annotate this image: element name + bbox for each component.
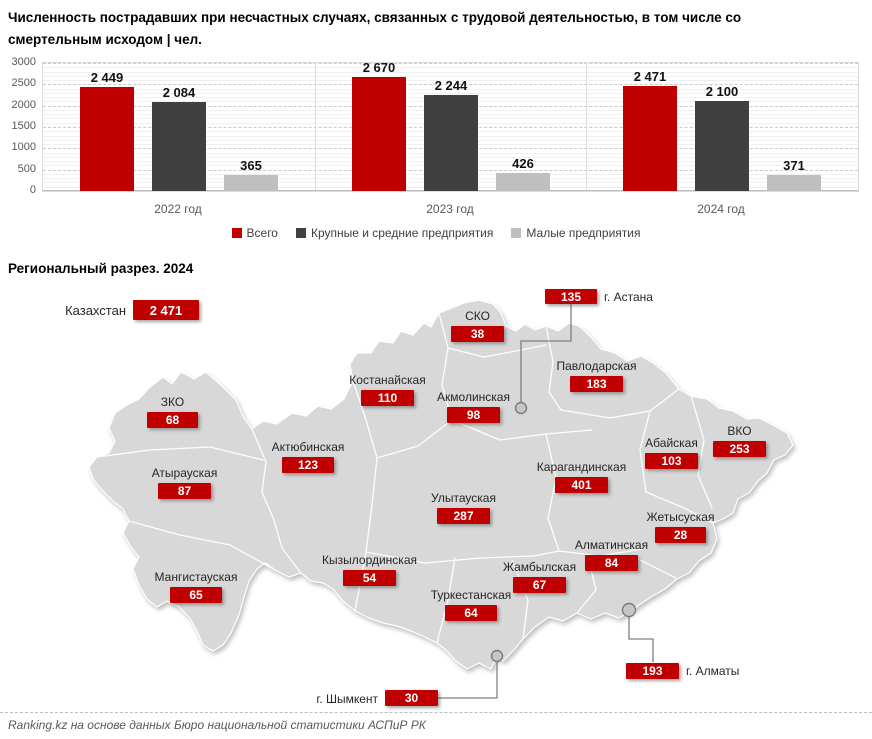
region-badge: 64 xyxy=(445,605,497,621)
bar-value-label: 2 471 xyxy=(633,68,667,84)
bar-value-label: 2 449 xyxy=(90,69,124,85)
region-label: Атырауская xyxy=(151,466,218,480)
y-tick-label: 1000 xyxy=(11,141,36,154)
region-badge: 65 xyxy=(170,587,222,603)
almaty-marker xyxy=(623,604,636,617)
region-badge: 98 xyxy=(447,407,500,423)
region-badge: 54 xyxy=(343,570,396,586)
bar-value-label: 426 xyxy=(512,155,534,171)
x-category-label: 2024 год xyxy=(697,202,745,216)
region-badge: 84 xyxy=(585,555,638,571)
region-label: СКО xyxy=(465,309,490,323)
bar-value-label: 365 xyxy=(240,158,262,174)
astana-connector xyxy=(521,304,571,402)
legend-label: Крупные и средние предприятия xyxy=(310,226,494,240)
almaty-connector xyxy=(629,616,653,662)
y-tick-label: 500 xyxy=(17,162,36,175)
region-badge: 110 xyxy=(361,390,414,406)
region-badge: 38 xyxy=(451,326,504,342)
region-label: Карагандинская xyxy=(536,460,627,474)
region-label: г. Астана xyxy=(604,290,653,304)
region-badge: 253 xyxy=(713,441,766,457)
x-category-label: 2022 год xyxy=(154,202,202,216)
region-label: Костанайская xyxy=(349,373,426,387)
y-tick-label: 1500 xyxy=(11,120,36,132)
region-label: Акмолинская xyxy=(437,390,510,404)
astana-marker xyxy=(516,403,527,414)
region-badge: 135 xyxy=(545,289,597,304)
shymkent-marker xyxy=(492,651,503,662)
region-badge: 401 xyxy=(555,477,608,493)
region-badge: 87 xyxy=(158,483,211,499)
region-badge: 68 xyxy=(147,412,198,428)
section-title: Региональный разрез. 2024 xyxy=(8,261,194,276)
region-badge: 2 471 xyxy=(133,300,199,320)
region-label: Улытауская xyxy=(431,491,496,505)
region-label: Абайская xyxy=(645,436,698,450)
region-label: Туркестанская xyxy=(430,588,512,602)
region-badge: 67 xyxy=(513,577,566,593)
source-note: Ranking.kz на основе данных Бюро национальной статистики АСПиР РК xyxy=(8,718,426,732)
page-title: Численность пострадавших при несчастных случаях, связанных с трудовой деятельностью, в том числе со смертельным исходом | чел. xyxy=(8,10,742,47)
legend-label: Всего xyxy=(246,226,278,240)
y-tick-label: 2000 xyxy=(11,98,36,111)
bar-value-label: 2 244 xyxy=(434,78,468,94)
x-category-label: 2023 год xyxy=(426,202,474,216)
region-label: Мангистауская xyxy=(154,570,238,584)
region-label: Жетысуская xyxy=(646,510,715,524)
region-label: Кызылординская xyxy=(322,553,417,567)
bar-value-label: 371 xyxy=(783,158,805,174)
y-tick-label: 0 xyxy=(29,184,36,196)
region-label: Жамбылская xyxy=(502,560,577,574)
region-badge: 287 xyxy=(437,508,490,524)
shymkent-connector xyxy=(438,661,497,698)
y-tick-label: 2500 xyxy=(11,77,36,90)
footer xyxy=(0,712,872,732)
region-badge: 183 xyxy=(570,376,623,392)
region-label: ВКО xyxy=(727,424,752,438)
region-label: г. Алматы xyxy=(686,664,740,678)
legend-label: Малые предприятия xyxy=(526,226,641,240)
bar-value-label: 2 084 xyxy=(162,85,196,101)
region-label: Алматинская xyxy=(574,538,649,552)
bar-value-label: 2 100 xyxy=(705,84,739,100)
region-label: Павлодарская xyxy=(556,359,637,373)
region-badge: 28 xyxy=(655,527,706,543)
bar-value-label: 2 670 xyxy=(362,60,396,76)
region-label: г. Шымкент xyxy=(316,692,378,706)
region-badge: 123 xyxy=(282,457,334,473)
region-label: ЗКО xyxy=(160,395,185,409)
region-label: Актюбинская xyxy=(271,440,345,454)
region-label: Казахстан xyxy=(65,303,126,318)
region-badge: 193 xyxy=(626,663,679,679)
region-badge: 103 xyxy=(645,453,698,469)
region-badge: 30 xyxy=(385,690,438,706)
y-tick-label: 3000 xyxy=(11,56,36,68)
